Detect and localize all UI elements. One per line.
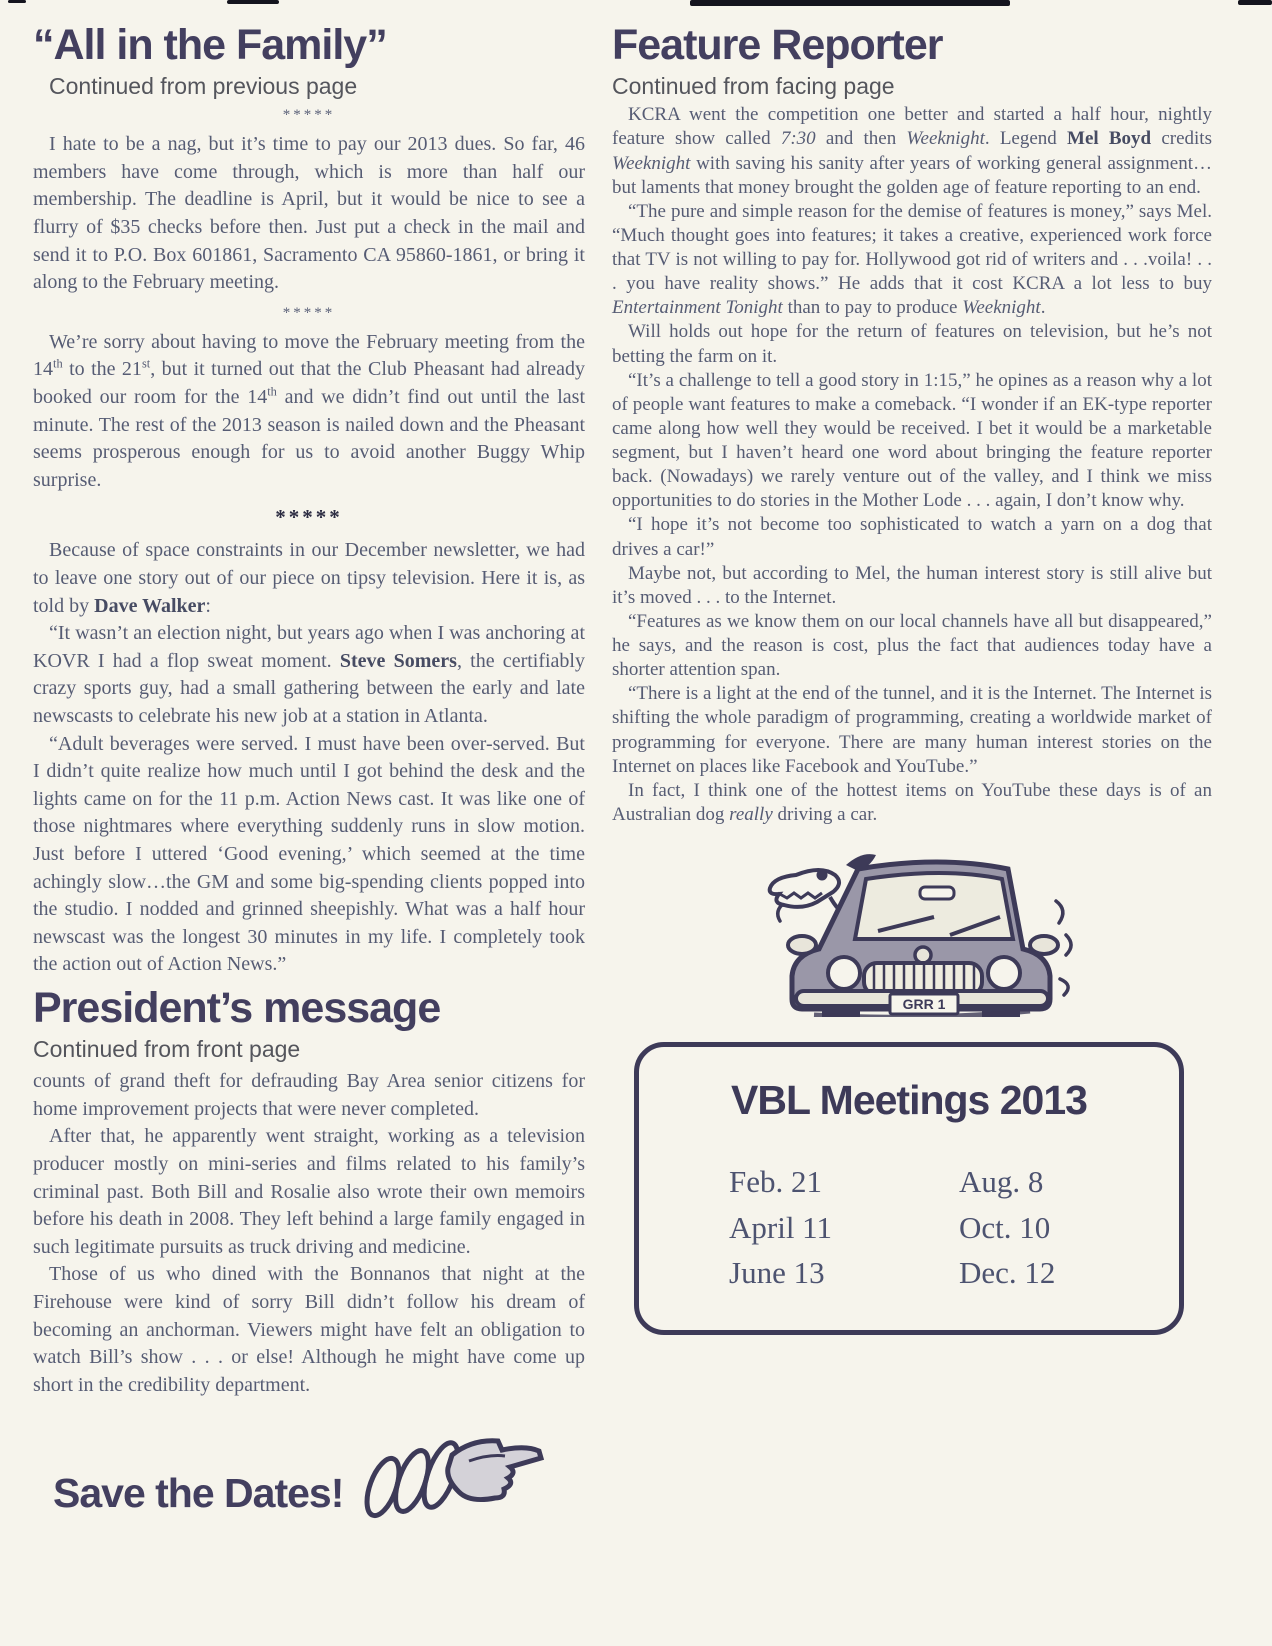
meeting-date-item: Oct. 10 (959, 1209, 1051, 1245)
continued-note: Continued from front page (33, 1035, 301, 1062)
meetings-box (634, 1042, 1184, 1335)
continued-note: Continued from facing page (612, 72, 895, 99)
article-title-all-in-the-family: “All in the Family” (33, 21, 387, 69)
meeting-date-item: Dec. 12 (959, 1255, 1056, 1291)
section-divider: ***** (282, 107, 336, 124)
paragraph: We’re sorry about having to move the February meeting from the 14th to the 21st, but it turned out that the Club Pheasant had already booked our room for the 14th and we didn’t find out until the last minute. The rest of the 2013 season is nailed down and the Pheasant seems prosperous enough for us to avoid another Buggy Whip surprise. (33, 330, 585, 491)
paragraph: Maybe not, but according to Mel, the human interest story is still alive but it’s moved . . . to the Internet. (612, 562, 1212, 608)
meeting-date-item: Aug. 8 (959, 1164, 1044, 1200)
paragraph: KCRA went the competition one better and started a half hour, nightly feature show called 7:30 and then Weeknight. Legend Mel Boyd credits Weeknight with saving his sanity after years of working general assignment…but laments that money brought the golden age of feature reporting to an end. (612, 104, 1212, 198)
license-plate: GRR 1 (902, 996, 946, 1013)
paragraph: I hate to be a nag, but it’s time to pay our 2013 dues. So far, 46 members have come through, which is more than half our membership. The deadline is April, but it would be nice to see a flurry of $35 checks before then. Just put a check in the mail and send it to P.O. Box 601861, Sacramento CA 95860-1861, or bring it along to the February meeting. (33, 133, 585, 294)
pointing-hand-icon (448, 1441, 541, 1500)
paragraph: “I hope it’s not become too sophisticated to watch a yarn on a dog that drives a car!” (612, 514, 1212, 560)
save-the-dates-title: Save the Dates! (53, 1470, 344, 1517)
paragraph: “It’s a challenge to tell a good story in 1:15,” he opines as a reason why a lot of people want features to make a comeback. “I wonder if an EK-type reporter came along how well they would be received. I bet it would be a marketable segment, but I haven’t heard one word about bringing the feature reporter back. (Nowadays) we rarely venture out of the valley, and I think we miss opportunities to do stories in the Mother Lode . . . again, I don’t know why. (612, 369, 1212, 512)
dog-driving-car-illustration (760, 839, 1080, 1022)
meeting-date-item: April 11 (729, 1209, 833, 1245)
continued-note: Continued from previous page (49, 72, 358, 99)
meetings-title: VBL Meetings 2013 (731, 1077, 1087, 1124)
paragraph: “Adult beverages were served. I must have been over-served. But I didn’t quite realize how much until I got behind the desk and the lights came on for the 11 p.m. Action News cast. It was like one of those nightmares where everything suddenly runs in slow motion. Just before I uttered ‘Good evening,’ which seemed at the time achingly slow…the GM and some big-spending clients popped into the studio. I nodded and grinned sheepishly. What was a half hour newscast was the longest 30 minutes in my life. I completely took the action out of Action News.” (33, 732, 585, 976)
meetings-dates (659, 1166, 1159, 1290)
paragraph: “There is a light at the end of the tunnel, and it is the Internet. The Internet is shifting the whole paradigm of programming, creating a worldwide market of programming for everyone. There are many human interest stories on the Internet on places like Facebook and YouTube.” (612, 683, 1212, 777)
section-divider: ***** (275, 505, 343, 530)
scan-artifact (8, 0, 26, 3)
right-column (612, 21, 1212, 1335)
scan-artifact (1238, 0, 1272, 5)
scan-artifact (227, 0, 279, 4)
article-all-in-the-family (33, 21, 585, 979)
paragraph: Those of us who dined with the Bonnanos that night at the Firehouse were kind of sorry Bill didn’t follow his dream of becoming an anchorman. Viewers might have felt an obligation to watch Bill’s show . . . or else! Although he might have come up short in the credibility department. (33, 1263, 585, 1396)
save-the-dates-banner (33, 1413, 585, 1531)
paragraph: “The pure and simple reason for the demise of features is money,” says Mel. “Much thought goes into features; it takes a creative, experienced work force that TV is not willing to pay for. Hollywood got rid of writers and . . .voila! . . . you have reality shows.” He adds that it cost KCRA a lot less to buy Entertainment Tonight than to pay to produce Weeknight. (612, 200, 1212, 319)
article-presidents-message (33, 983, 585, 1399)
article-feature-reporter (612, 21, 1212, 827)
meeting-date-item: Feb. 21 (729, 1164, 822, 1200)
section-divider: ***** (282, 304, 336, 321)
paragraph: “Features as we know them on our local channels have all but disappeared,” he says, and the reason is cost, plus the fact that audiences today have a shorter attention span. (612, 610, 1212, 681)
paragraph: Because of space constraints in our December newsletter, we had to leave one story out of our piece on tipsy television. Here it is, as told by Dave Walker: (33, 539, 585, 617)
scan-artifact (690, 0, 1010, 6)
paragraph: After that, he apparently went straight, working as a television producer mostly on mini-series and films related to his family’s criminal past. Both Bill and Rosalie also wrote their own memoirs before his death in 2008. They left behind a large family engaged in such legitimate pursuits as truck driving and medicine. (33, 1125, 585, 1258)
paragraph: In fact, I think one of the hottest items on YouTube these days is of an Australian dog really driving a car. (612, 779, 1212, 825)
article-title-presidents-message: President’s message (33, 983, 441, 1032)
meeting-date-item: June 13 (729, 1255, 825, 1291)
left-column (33, 21, 585, 1531)
paragraph: “It wasn’t an election night, but years ago when I was anchoring at KOVR I had a flop sweat moment. Steve Somers, the certifiably crazy sports guy, had a small gathering between the early and late newscasts to celebrate his new job at a station in Atlanta. (33, 622, 585, 727)
paragraph: Will holds out hope for the return of features on television, but he’s not betting the farm on it. (612, 321, 1212, 367)
paragraph: counts of grand theft for defrauding Bay Area senior citizens for home improvement projects that were never completed. (33, 1070, 585, 1120)
article-title-feature-reporter: Feature Reporter (612, 21, 943, 69)
pointing-hand-illustration (357, 1413, 547, 1531)
